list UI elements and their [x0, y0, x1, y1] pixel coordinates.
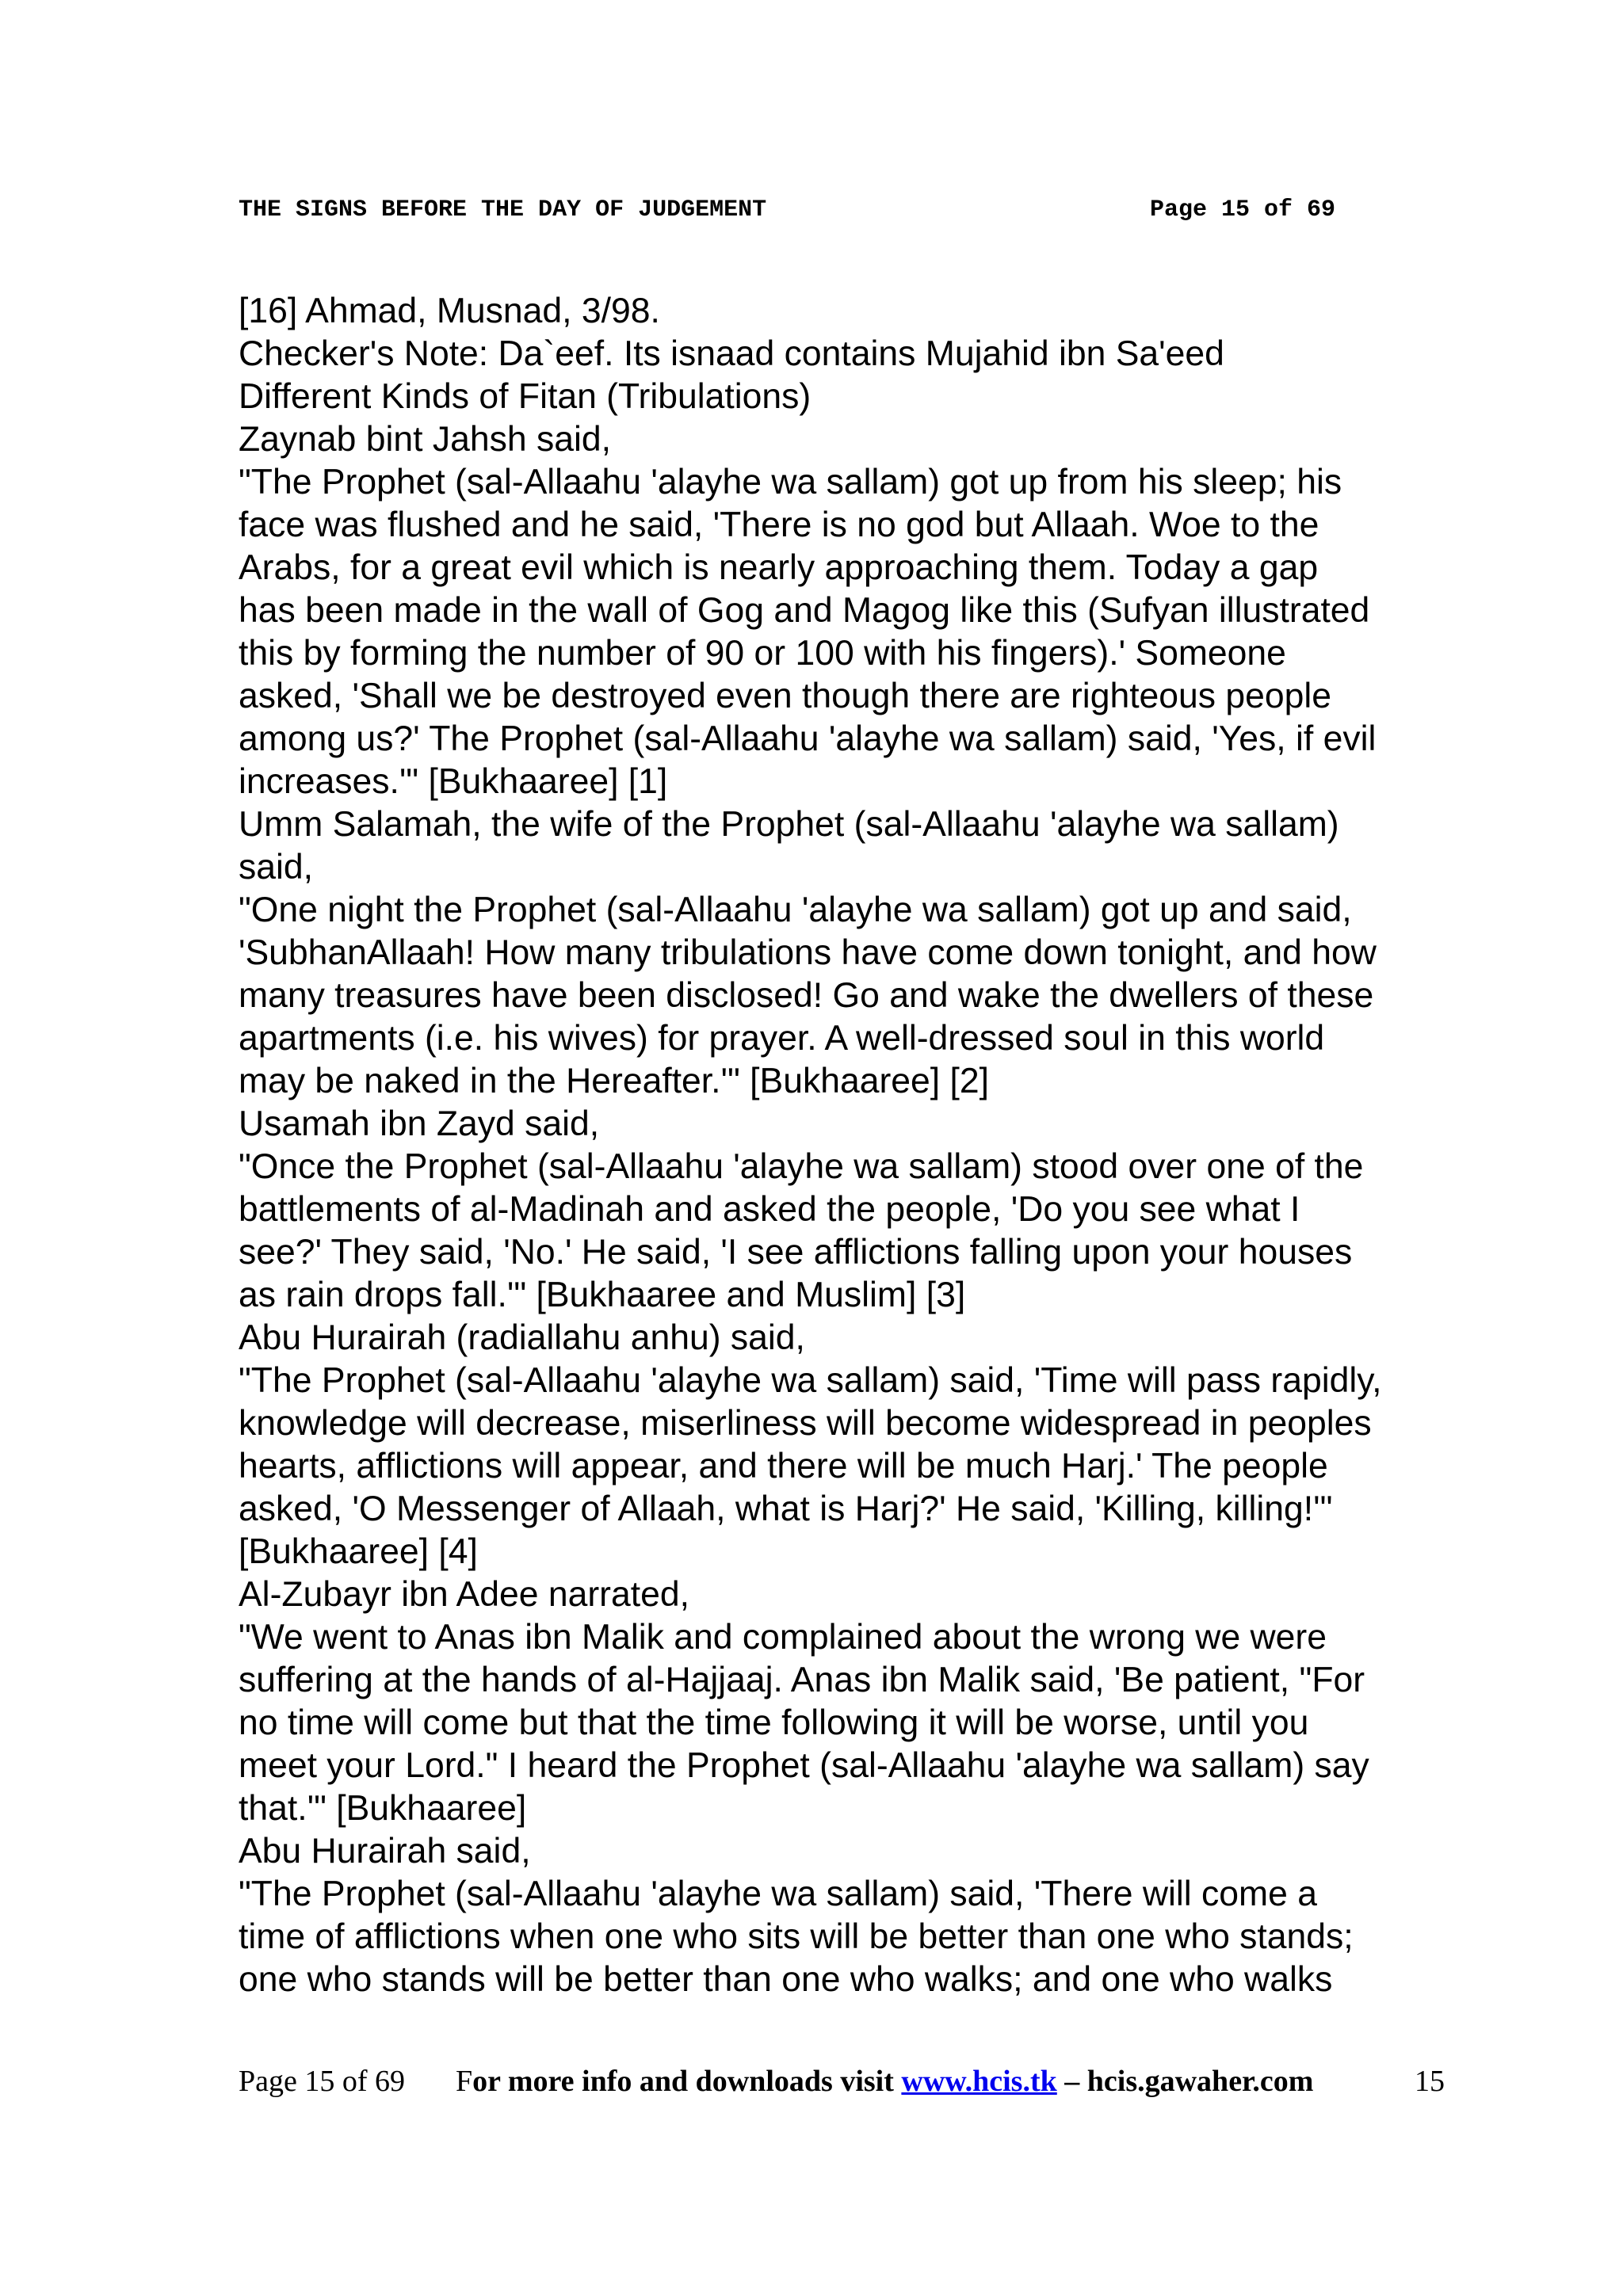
body-line: [Bukhaaree] [4] [239, 1532, 478, 1571]
body-line: as rain drops fall.'" [Bukhaaree and Muslim] [3] [239, 1276, 966, 1314]
body-line: asked, 'Shall we be destroyed even though there are righteous people [239, 677, 1332, 715]
body-line: Umm Salamah, the wife of the Prophet (sal-Allaahu 'alayhe wa sallam) [239, 805, 1339, 844]
body-line: this by forming the number of 90 or 100 with his fingers).' Someone [239, 634, 1286, 673]
body-line: Checker's Note: Da`eef. Its isnaad contains Mujahid ibn Sa'eed [239, 334, 1224, 373]
body-line: knowledge will decrease, miserliness will become widespread in peoples [239, 1404, 1372, 1443]
body-line: Usamah ibn Zayd said, [239, 1104, 600, 1143]
body-line: hearts, afflictions will appear, and there will be much Harj.' The people [239, 1447, 1328, 1486]
body-line: battlements of al-Madinah and asked the people, 'Do you see what I [239, 1190, 1300, 1229]
footer-page-label: Page 15 of 69 [239, 2065, 406, 2098]
body-line: one who stands will be better than one who walks; and one who walks [239, 1960, 1333, 1999]
body-line: "The Prophet (sal-Allaahu 'alayhe wa sallam) said, 'Time will pass rapidly, [239, 1361, 1382, 1400]
document-title: THE SIGNS BEFORE THE DAY OF JUDGEMENT [239, 196, 767, 223]
body-line: "One night the Prophet (sal-Allaahu 'alayhe wa sallam) got up and said, [239, 891, 1352, 929]
footer-page-number: 15 [1415, 2065, 1445, 2098]
body-line: Abu Hurairah (radiallahu anhu) said, [239, 1318, 805, 1357]
body-line: Arabs, for a great evil which is nearly approaching them. Today a gap [239, 548, 1319, 587]
body-line: suffering at the hands of al-Hajjaaj. Anas ibn Malik said, 'Be patient, "For [239, 1661, 1365, 1699]
footer-info [456, 2061, 1313, 2101]
body-line: apartments (i.e. his wives) for prayer. A well-dressed soul in this world [239, 1019, 1325, 1058]
body-line: Zaynab bint Jahsh said, [239, 420, 612, 459]
body-line: many treasures have been disclosed! Go and wake the dwellers of these [239, 976, 1374, 1015]
body-line: among us?' The Prophet (sal-Allaahu 'alayhe wa sallam) said, 'Yes, if evil [239, 719, 1377, 758]
body-line: [16] Ahmad, Musnad, 3/98. [239, 292, 660, 330]
body-line: Different Kinds of Fitan (Tribulations) [239, 377, 812, 416]
body-line: has been made in the wall of Gog and Magog like this (Sufyan illustrated [239, 591, 1370, 630]
page-footer [239, 2061, 1459, 2101]
body-line: "The Prophet (sal-Allaahu 'alayhe wa sallam) said, 'There will come a [239, 1875, 1317, 1913]
body-line: asked, 'O Messenger of Allaah, what is Harj?' He said, 'Killing, killing!'" [239, 1489, 1333, 1528]
page-header [239, 190, 1356, 230]
footer-text-suffix: – hcis.gawaher.com [1056, 2065, 1314, 2098]
body-line: may be naked in the Hereafter.'" [Bukhaaree] [2] [239, 1062, 989, 1100]
website-link[interactable]: www.hcis.tk [901, 2065, 1057, 2098]
header-page-number: Page 15 of 69 [1150, 196, 1336, 223]
body-line: said, [239, 848, 313, 887]
body-line: that.'" [Bukhaaree] [239, 1789, 527, 1828]
body-line: "Once the Prophet (sal-Allaahu 'alayhe wa sallam) stood over one of the [239, 1147, 1364, 1186]
body-line: "We went to Anas ibn Malik and complained about the wrong we were [239, 1618, 1327, 1657]
body-line: increases.'" [Bukhaaree] [1] [239, 762, 668, 801]
body-line: meet your Lord." I heard the Prophet (sal-Allaahu 'alayhe wa sallam) say [239, 1746, 1369, 1785]
footer-text-main: or more info and downloads visit [472, 2065, 902, 2098]
body-line: "The Prophet (sal-Allaahu 'alayhe wa sallam) got up from his sleep; his [239, 463, 1342, 502]
document-body [239, 290, 1475, 2001]
body-line: no time will come but that the time following it will be worse, until you [239, 1703, 1309, 1742]
footer-text-prefix: F [456, 2065, 473, 2098]
body-line: 'SubhanAllaah! How many tribulations have come down tonight, and how [239, 933, 1377, 972]
body-line: Abu Hurairah said, [239, 1832, 531, 1871]
body-line: time of afflictions when one who sits will be better than one who stands; [239, 1917, 1354, 1956]
body-line: Al-Zubayr ibn Adee narrated, [239, 1575, 689, 1614]
body-line: see?' They said, 'No.' He said, 'I see afflictions falling upon your houses [239, 1233, 1353, 1272]
body-line: face was flushed and he said, 'There is no god but Allaah. Woe to the [239, 505, 1319, 544]
